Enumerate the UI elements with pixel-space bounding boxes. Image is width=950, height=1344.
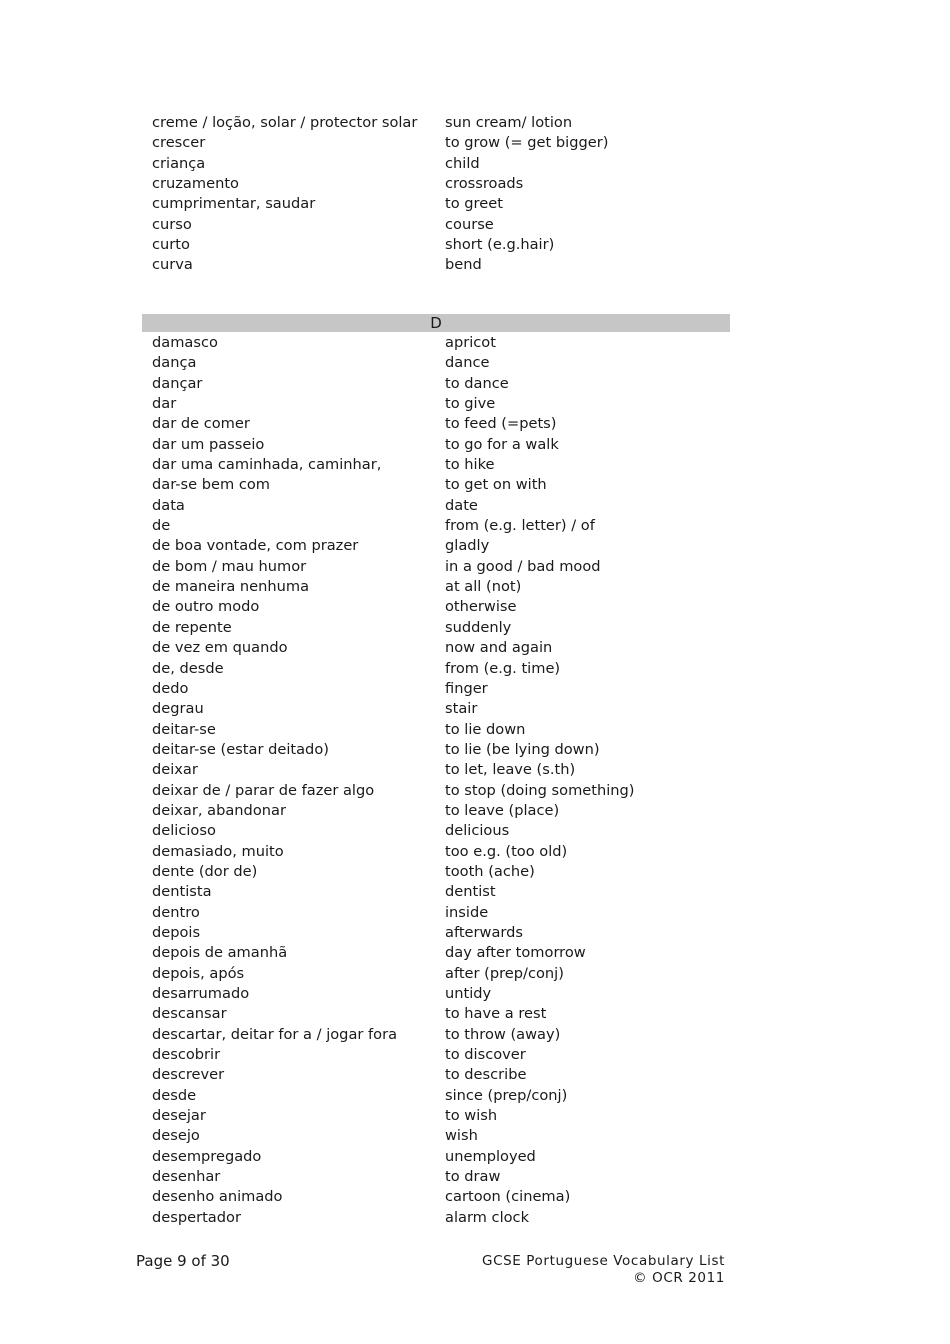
vocab-row <box>142 577 730 597</box>
document-title: GCSE Portuguese Vocabulary List <box>482 1253 725 1269</box>
portuguese-term: curso <box>152 215 192 233</box>
portuguese-term: depois de amanhã <box>152 944 288 962</box>
vocab-row <box>142 154 730 174</box>
english-translation: in a good / bad mood <box>445 557 601 575</box>
english-translation: inside <box>445 903 489 921</box>
vocab-list-c <box>142 113 730 276</box>
vocab-row <box>142 679 730 699</box>
vocab-row <box>142 174 730 194</box>
english-translation: day after tomorrow <box>445 944 586 962</box>
english-translation: course <box>445 215 494 233</box>
english-translation: sun cream/ lotion <box>445 114 573 131</box>
vocab-row <box>142 984 730 1004</box>
vocab-row <box>142 1167 730 1187</box>
portuguese-term: criança <box>152 154 206 172</box>
footer-title-block <box>482 1253 725 1286</box>
english-translation: afterwards <box>445 923 524 941</box>
vocab-row <box>142 496 730 516</box>
vocab-row <box>142 557 730 577</box>
english-translation: to feed (=pets) <box>445 415 557 433</box>
portuguese-term: dar de comer <box>152 415 250 433</box>
portuguese-term: desenho animado <box>152 1188 283 1206</box>
vocab-row <box>142 638 730 658</box>
vocab-row <box>142 903 730 923</box>
vocab-row <box>142 255 730 275</box>
portuguese-term: cruzamento <box>152 175 239 193</box>
portuguese-term: de maneira nenhuma <box>152 578 310 596</box>
english-translation: gladly <box>445 537 490 555</box>
english-translation: now and again <box>445 639 553 657</box>
portuguese-term: dar uma caminhada, caminhar, <box>152 456 382 474</box>
section-header-d: D <box>142 314 730 332</box>
vocab-row <box>142 536 730 556</box>
vocab-row <box>142 475 730 495</box>
portuguese-term: curto <box>152 236 190 254</box>
portuguese-term: dedo <box>152 679 189 697</box>
portuguese-term: de repente <box>152 618 232 636</box>
vocab-row <box>142 720 730 740</box>
portuguese-term: damasco <box>152 334 218 351</box>
english-translation: from (e.g. time) <box>445 659 561 677</box>
portuguese-term: descrever <box>152 1066 225 1084</box>
portuguese-term: degrau <box>152 700 204 718</box>
english-translation: delicious <box>445 822 510 840</box>
vocab-row <box>142 215 730 235</box>
portuguese-term: deixar, abandonar <box>152 801 286 819</box>
english-translation: suddenly <box>445 618 512 636</box>
vocab-row <box>142 235 730 255</box>
vocab-row <box>142 455 730 475</box>
english-translation: to describe <box>445 1066 527 1084</box>
english-translation: to discover <box>445 1046 526 1064</box>
english-translation: to let, leave (s.th) <box>445 761 576 779</box>
portuguese-term: de outro modo <box>152 598 260 616</box>
portuguese-term: de <box>152 517 171 535</box>
portuguese-term: delicioso <box>152 822 216 840</box>
english-translation: too e.g. (too old) <box>445 842 568 860</box>
vocab-row <box>142 862 730 882</box>
vocab-row <box>142 659 730 679</box>
vocab-row <box>142 1004 730 1024</box>
english-translation: wish <box>445 1127 478 1145</box>
vocab-row <box>142 1147 730 1167</box>
vocab-row <box>142 435 730 455</box>
vocab-row <box>142 964 730 984</box>
portuguese-term: descansar <box>152 1005 227 1023</box>
vocab-row <box>142 618 730 638</box>
english-translation: apricot <box>445 334 496 351</box>
portuguese-term: de bom / mau humor <box>152 557 307 575</box>
vocab-row <box>142 516 730 536</box>
vocab-row <box>142 821 730 841</box>
english-translation: cartoon (cinema) <box>445 1188 571 1206</box>
english-translation: to grow (= get bigger) <box>445 134 609 152</box>
vocab-row <box>142 740 730 760</box>
portuguese-term: de, desde <box>152 659 224 677</box>
vocab-row <box>142 943 730 963</box>
english-translation: to wish <box>445 1107 498 1125</box>
portuguese-term: creme / loção, solar / protector solar <box>152 114 418 131</box>
portuguese-term: desarrumado <box>152 985 250 1002</box>
english-translation: to draw <box>445 1168 501 1186</box>
portuguese-term: descobrir <box>152 1046 221 1064</box>
copyright: © OCR 2011 <box>633 1269 725 1286</box>
english-translation: finger <box>445 679 488 697</box>
vocab-row <box>142 414 730 434</box>
portuguese-term: dar um passeio <box>152 435 265 453</box>
english-translation: unemployed <box>445 1147 536 1165</box>
english-translation: date <box>445 496 478 514</box>
vocab-row <box>142 1086 730 1106</box>
vocab-row <box>142 333 730 353</box>
vocab-list-d <box>142 333 730 1228</box>
portuguese-term: desempregado <box>152 1147 262 1165</box>
portuguese-term: descartar, deitar for a / jogar fora <box>152 1025 398 1043</box>
english-translation: alarm clock <box>445 1208 530 1226</box>
english-translation: to have a rest <box>445 1005 547 1023</box>
vocab-row <box>142 842 730 862</box>
portuguese-term: dente (dor de) <box>152 862 258 880</box>
vocab-row <box>142 597 730 617</box>
portuguese-term: curva <box>152 256 193 274</box>
english-translation: dentist <box>445 883 496 901</box>
english-translation: to give <box>445 395 496 413</box>
vocab-row <box>142 1025 730 1045</box>
english-translation: short (e.g.hair) <box>445 236 555 254</box>
vocab-row <box>142 1187 730 1207</box>
english-translation: crossroads <box>445 175 524 193</box>
english-translation: to throw (away) <box>445 1025 561 1043</box>
portuguese-term: desenhar <box>152 1168 221 1186</box>
english-translation: to lie (be lying down) <box>445 740 600 758</box>
vocab-row <box>142 374 730 394</box>
portuguese-term: dentista <box>152 883 212 901</box>
english-translation: dance <box>445 354 490 372</box>
english-translation: otherwise <box>445 598 517 616</box>
portuguese-term: dançar <box>152 374 203 392</box>
vocab-row <box>142 394 730 414</box>
portuguese-term: de vez em quando <box>152 639 288 657</box>
vocab-row <box>142 1065 730 1085</box>
portuguese-term: deixar <box>152 761 198 779</box>
english-translation: at all (not) <box>445 578 522 596</box>
vocab-row <box>142 1106 730 1126</box>
english-translation: to hike <box>445 456 495 474</box>
portuguese-term: crescer <box>152 134 206 152</box>
vocab-row <box>142 699 730 719</box>
portuguese-term: desejar <box>152 1107 206 1125</box>
page-number: Page 9 of 30 <box>136 1252 230 1270</box>
english-translation: after (prep/conj) <box>445 964 564 982</box>
vocab-row <box>142 353 730 373</box>
portuguese-term: depois, após <box>152 964 245 982</box>
portuguese-term: depois <box>152 923 201 941</box>
vocab-row <box>142 1208 730 1228</box>
portuguese-term: despertador <box>152 1208 241 1226</box>
portuguese-term: dar <box>152 395 177 413</box>
portuguese-term: dança <box>152 354 197 372</box>
vocab-row <box>142 1045 730 1065</box>
english-translation: stair <box>445 700 478 718</box>
english-translation: child <box>445 154 480 172</box>
vocab-row <box>142 760 730 780</box>
portuguese-term: data <box>152 496 185 514</box>
portuguese-term: cumprimentar, saudar <box>152 195 316 213</box>
portuguese-term: demasiado, muito <box>152 842 284 860</box>
portuguese-term: deixar de / parar de fazer algo <box>152 781 375 799</box>
english-translation: to go for a walk <box>445 435 559 453</box>
portuguese-term: deitar-se (estar deitado) <box>152 740 329 758</box>
portuguese-term: deitar-se <box>152 720 216 738</box>
english-translation: since (prep/conj) <box>445 1086 568 1104</box>
portuguese-term: desde <box>152 1086 197 1104</box>
vocab-row <box>142 781 730 801</box>
vocab-row <box>142 194 730 214</box>
portuguese-term: dentro <box>152 903 200 921</box>
vocab-row <box>142 133 730 153</box>
vocab-row <box>142 1126 730 1146</box>
english-translation: to get on with <box>445 476 547 494</box>
english-translation: tooth (ache) <box>445 862 535 880</box>
english-translation: to stop (doing something) <box>445 781 635 799</box>
english-translation: untidy <box>445 985 492 1002</box>
portuguese-term: de boa vontade, com prazer <box>152 537 359 555</box>
portuguese-term: desejo <box>152 1127 200 1145</box>
english-translation: to lie down <box>445 720 526 738</box>
english-translation: to dance <box>445 374 509 392</box>
english-translation: from (e.g. letter) / of <box>445 517 595 535</box>
portuguese-term: dar-se bem com <box>152 476 271 494</box>
vocab-row <box>142 882 730 902</box>
vocab-row <box>142 801 730 821</box>
english-translation: bend <box>445 256 482 274</box>
english-translation: to greet <box>445 195 503 213</box>
vocab-row <box>142 113 730 133</box>
english-translation: to leave (place) <box>445 801 560 819</box>
vocab-row <box>142 923 730 943</box>
